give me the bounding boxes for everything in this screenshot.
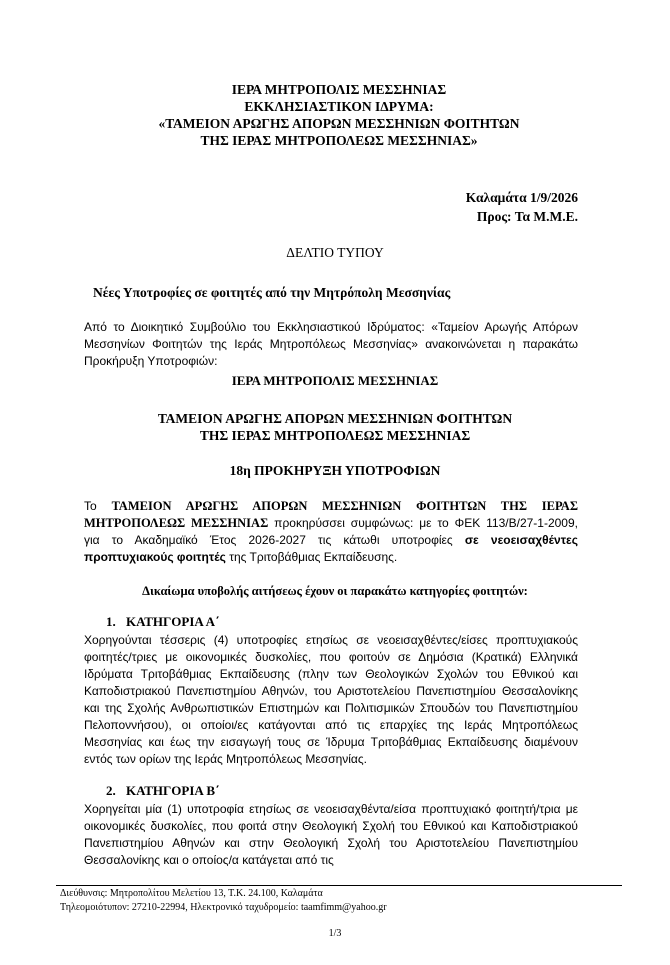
main-paragraph-part-3: της Τριτοβάθμιας Εκπαίδευσης. xyxy=(225,550,398,564)
date-recipient-block xyxy=(466,188,578,226)
main-paragraph-part-2: προκηρύσσει συμφώνως: με το ΦΕΚ 113/Β/27-1-2009, για το Ακαδημαϊκό Έτος 2026-2027 τις κάτωθι υποτροφίες xyxy=(84,516,578,547)
announcement-line-1: ΙΕΡΑ ΜΗΤΡΟΠΟΛΙΣ ΜΕΣΣΗΝΙΑΣ xyxy=(231,373,439,388)
category-a-title: ΚΑΤΗΓΟΡΙΑ Α΄ xyxy=(126,614,220,629)
footer-divider xyxy=(56,885,622,886)
foundation-name-bold: ΤΑΜΕΙΟΝ ΑΡΩΓΗΣ ΑΠΟΡΩΝ ΜΕΣΣΗΝΙΩΝ ΦΟΙΤΗΤΩΝ ΤΗΣ ΙΕΡΑΣ ΜΗΤΡΟΠΟΛΕΩΣ ΜΕΣΣΗΝΙΑΣ xyxy=(84,499,578,530)
announcement-line-3: ΤΗΣ ΙΕΡΑΣ ΜΗΤΡΟΠΟΛΕΩΣ ΜΕΣΣΗΝΙΑΣ xyxy=(199,428,471,443)
recipient-line: Προς: Τα Μ.Μ.Ε. xyxy=(476,209,578,224)
press-subtitle: Νέες Υποτροφίες σε φοιτητές από την Μητρόπολη Μεσσηνίας xyxy=(93,285,451,300)
category-b-text: Χορηγείται μία (1) υποτροφία ετησίως σε νεοεισαχθέντα/είσα προπτυχιακό φοιτητή/τρια με οικονομικές δυσκολίες, που φοιτά στην Θεολογική Σχολή του Εθνικού και Καποδιστριακού Πανεπιστημίου Αθηνών και στην Θεολογική Σχολή του Αριστοτελείου Πανεπιστημίου Θεσσαλονίκης και ο οποίος/α κατάγεται από τις xyxy=(84,802,578,867)
category-b-heading xyxy=(106,783,219,799)
footer-contact xyxy=(60,901,387,915)
header-line-1: ΙΕΡΑ ΜΗΤΡΟΠΟΛΙΣ ΜΕΣΣΗΝΙΑΣ xyxy=(231,82,447,97)
document-header xyxy=(0,81,670,149)
page-number: 1/3 xyxy=(328,928,342,939)
category-b-title: ΚΑΤΗΓΟΡΙΑ Β΄ xyxy=(126,783,220,798)
footer-contact-prefix: Τηλεομοιότυπον: 27210-22994, Ηλεκτρονικό ταχυδρομείο: xyxy=(60,902,301,913)
header-line-4: ΤΗΣ ΙΕΡΑΣ ΜΗΤΡΟΠΟΛΕΩΣ ΜΕΣΣΗΝΙΑΣ» xyxy=(200,133,478,148)
category-b-number: 2. xyxy=(106,783,116,798)
main-paragraph xyxy=(84,498,578,566)
main-paragraph-part-1: Το xyxy=(84,499,112,513)
proclamation-title: 18η ΠΡΟΚΗΡΥΞΗ ΥΠΟΤΡΟΦΙΩΝ xyxy=(229,463,441,478)
category-a-text: Χορηγούνται τέσσερις (4) υποτροφίες ετησίως σε νεοεισαχθέντες/είσες προπτυχιακούς φοιτητές/τριες με οικονομικές δυσκολίες, που φοιτούν σε Δημόσια (Κρατικά) Ελληνικά Ιδρύματα Τριτοβάθμιας Εκπαίδευσης (πλην των Θεολογικών Σχολών του Εθνικού και Καποδιστριακού Πανεπιστημίου Αθηνών, του Αριστοτελείου Πανεπιστημίου Θεσσαλονίκης και της Σχολής Ανθρωπιστικών Επιστημών και Πολιτισμικών Σπουδών του Πανεπιστημίου Πελοποννήσου), οι οποίοι/ες κατάγονται από τις επαρχίες της Ιεράς Μητροπόλεως Μεσσηνίας και έως την εισαγωγή τους σε Ίδρυμα Τριτοβάθμιας Εκπαίδευσης διαμένουν εντός των ορίων της Ιεράς Μητροπόλεως Μεσσηνίας. xyxy=(84,633,578,766)
date-line: Καλαμάτα 1/9/2026 xyxy=(465,190,578,205)
footer-email-link[interactable]: taamfimm@yahoo.gr xyxy=(300,902,387,913)
new-students-bold: σε νεοεισαχθέντες προπτυχιακούς φοιτητές xyxy=(84,533,578,564)
eligibility-heading: Δικαίωμα υποβολής αιτήσεως έχουν οι παρακάτω κατηγορίες φοιτητών: xyxy=(142,584,528,598)
header-line-3: «ΤΑΜΕΙΟΝ ΑΡΩΓΗΣ ΑΠΟΡΩΝ ΜΕΣΣΗΝΙΩΝ ΦΟΙΤΗΤΩΝ xyxy=(158,116,520,131)
header-line-2: ΕΚΚΛΗΣΙΑΣΤΙΚΟΝ ΙΔΡΥΜΑ: xyxy=(244,99,434,114)
category-a-number: 1. xyxy=(106,614,116,629)
announcement-line-2: ΤΑΜΕΙΟΝ ΑΡΩΓΗΣ ΑΠΟΡΩΝ ΜΕΣΣΗΝΙΩΝ ΦΟΙΤΗΤΩΝ xyxy=(157,411,513,426)
document-footer xyxy=(60,887,387,915)
category-a-heading xyxy=(106,614,219,630)
footer-address: Διεύθυνσις: Μητροπολίτου Μελετίου 13, Τ.Κ. 24.100, Καλαμάτα xyxy=(60,888,323,899)
intro-paragraph: Από το Διοικητικό Συμβούλιο του Εκκλησιαστικού Ιδρύματος: «Ταμείον Αρωγής Απόρων Μεσσηνίων Φοιτητών της Ιεράς Μητροπόλεως Μεσσηνίας» ανακοινώνεται η παρακάτω Προκήρυξη Υποτροφιών: xyxy=(84,320,578,368)
press-release-title: ΔΕΛΤΙΟ ΤΥΠΟΥ xyxy=(286,245,384,260)
